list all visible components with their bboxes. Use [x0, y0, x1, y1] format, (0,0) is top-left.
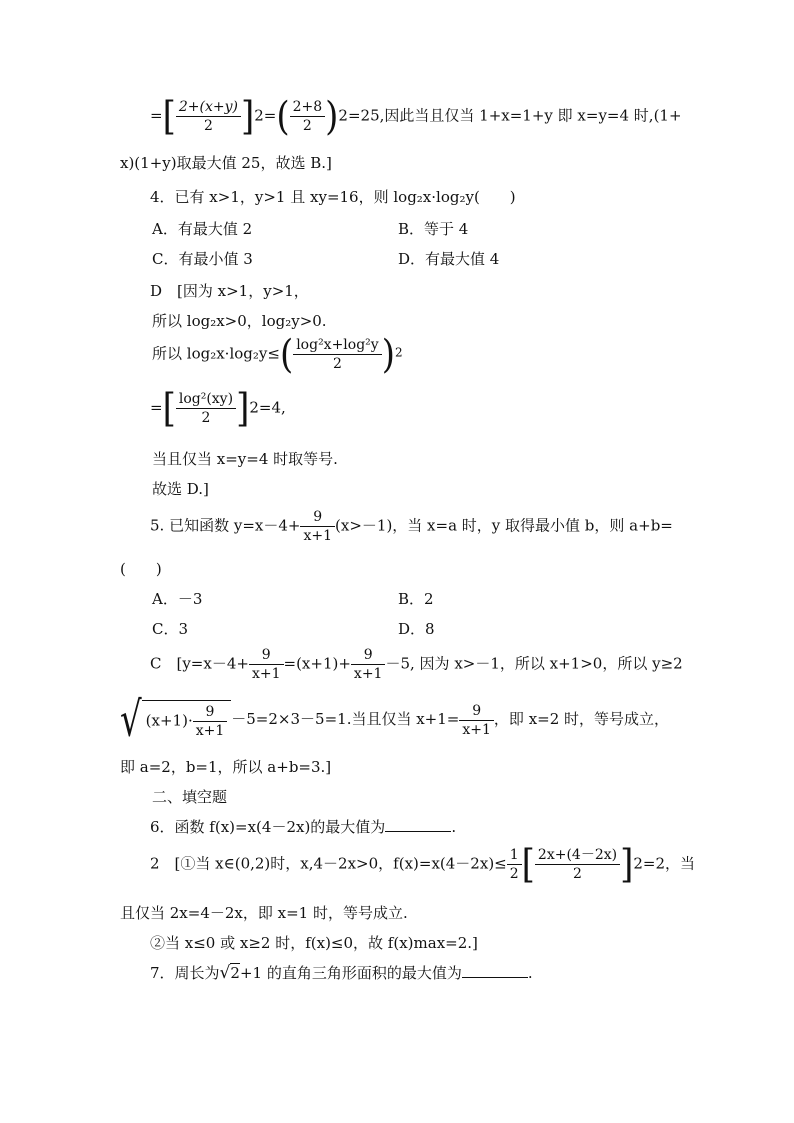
text-segment: =: [150, 398, 163, 417]
sqrt-sign: √: [219, 963, 231, 983]
text-segment: 5. 已知函数 y=x－4+: [150, 516, 301, 535]
sqrt-radicand: 2: [230, 964, 240, 982]
text-segment: 6．函数 f(x)=x(4－2x)的最大值为: [150, 818, 386, 836]
text-segment: (x>－1)，当 x=a 时，y 取得最小值 b，则 a+b=: [335, 516, 673, 535]
fraction: [290, 98, 326, 135]
text-segment: (x+1)·: [145, 711, 193, 730]
fraction-numerator: log²x+log²y: [293, 336, 382, 355]
text-segment: =(x+1)+: [283, 654, 351, 673]
q5-stem: [150, 508, 673, 545]
fraction: [535, 846, 620, 883]
bracket-right: ]: [620, 841, 634, 888]
fraction-numerator: 9: [459, 702, 494, 721]
paren-right: ): [325, 93, 339, 140]
text-segment: .: [451, 818, 457, 836]
text-segment: －5=2×3－5=1.当且仅当 x+1=: [231, 710, 460, 728]
q4-answer-line5: 当且仅当 x=y=4 时取等号.: [152, 450, 338, 468]
text-segment: =: [150, 106, 163, 125]
fraction: [351, 646, 386, 683]
q3-tail-line2: x)(1+y)取最大值 25，故选 B.]: [120, 154, 332, 172]
sqrt-sign: √: [120, 692, 142, 748]
fraction-numerator: 9: [351, 646, 386, 665]
fraction: [293, 336, 382, 373]
bracket-right: ]: [236, 385, 250, 432]
q5-option-d: D．8: [398, 620, 435, 638]
q3-tail-line1: [150, 93, 682, 140]
q5-answer-line2: [120, 692, 670, 748]
text-segment: －5, 因为 x>－1，所以 x+1>0，所以 y≥2: [385, 654, 683, 673]
fraction-numerator: 9: [249, 646, 284, 665]
text-segment: C [y=x－4+: [150, 654, 249, 673]
q5-option-c: C．3: [152, 620, 189, 638]
bracket-left: [: [162, 93, 176, 140]
fraction-denominator: x+1: [195, 723, 225, 739]
fraction: [193, 703, 228, 740]
q5-stem-line2: ( ): [120, 560, 162, 578]
paren-left: (: [279, 331, 294, 378]
q4-option-c: C．有最小值 3: [152, 250, 253, 268]
q4-answer-line4: [150, 385, 286, 432]
text-segment: ，即 x=2 时，等号成立，: [493, 710, 670, 728]
text-segment: .: [527, 964, 533, 982]
q4-answer-line2: 所以 log₂x>0，log₂y>0.: [152, 312, 327, 330]
fraction: [249, 646, 284, 683]
q4-stem: 4．已有 x>1，y>1 且 xy=16，则 log₂x·log₂y( ): [150, 188, 516, 206]
fraction: [459, 702, 494, 739]
q7-stem: [150, 962, 533, 983]
paren-left: (: [276, 93, 290, 140]
q4-option-b: B．等于 4: [398, 220, 469, 238]
bracket-left: [: [162, 385, 176, 432]
fraction-denominator: 2: [201, 410, 211, 426]
fraction: [176, 98, 241, 135]
fraction: [176, 390, 236, 427]
fraction-numerator: 9: [193, 703, 228, 722]
text-segment: 2 [①当 x∈(0,2)时，x,4－2x>0，f(x)=x(4－2x)≤: [150, 854, 507, 873]
q4-answer-line1: D [因为 x>1，y>1，: [150, 282, 309, 300]
fraction-numerator: 1: [507, 846, 522, 865]
text-segment: +1 的直角三角形面积的最大值为: [239, 964, 462, 982]
bracket-left: [: [521, 841, 535, 888]
fraction-denominator: 2: [509, 866, 519, 882]
section-title: 二、填空题: [152, 788, 228, 806]
answer-blank[interactable]: [385, 817, 451, 832]
text-segment: 2=2，当: [633, 854, 696, 873]
text-segment: 所以 log₂x·log₂y≤: [152, 344, 280, 363]
fraction-denominator: 2: [573, 866, 582, 882]
fraction-denominator: x+1: [251, 666, 281, 682]
paren-right: ): [381, 331, 395, 378]
exponent: 2: [394, 345, 403, 360]
fraction-numerator: log²(xy): [176, 390, 236, 409]
text-segment: 2=25,因此当且仅当 1+x=1+y 即 x=y=4 时,(1+: [338, 106, 682, 125]
fraction-denominator: x+1: [462, 721, 491, 738]
q4-option-a: A．有最大值 2: [152, 220, 253, 238]
fraction-denominator: 2: [203, 118, 213, 134]
q5-option-a: A．－3: [152, 590, 203, 608]
q6-answer-line2: 且仅当 2x=4－2x，即 x=1 时，等号成立.: [120, 904, 408, 922]
q4-option-d: D．有最大值 4: [398, 250, 500, 268]
text-segment: 2=4,: [249, 398, 286, 417]
q6-answer-line3: ②当 x≤0 或 x≥2 时，f(x)≤0，故 f(x)max=2.]: [150, 934, 478, 952]
text-segment: 7．周长为: [150, 964, 220, 982]
q6-stem: [150, 816, 456, 837]
fraction-denominator: 2: [302, 118, 312, 134]
fraction-denominator: x+1: [303, 528, 333, 544]
fraction-numerator: 2+(x+y): [176, 98, 241, 117]
q5-answer-line3: 即 a=2，b=1，所以 a+b=3.]: [120, 758, 332, 776]
q4-answer-line6: 故选 D.]: [152, 480, 209, 498]
sqrt-radicand: [142, 700, 232, 740]
fraction-numerator: 2+8: [290, 98, 326, 117]
q6-answer-line1: [150, 841, 696, 888]
q4-answer-line3: [152, 331, 403, 378]
fraction: [300, 508, 335, 545]
fraction: [507, 846, 522, 883]
answer-blank[interactable]: [462, 963, 528, 978]
bracket-right: ]: [240, 93, 255, 140]
q5-option-b: B．2: [398, 590, 434, 608]
q5-answer-line1: [150, 646, 683, 683]
fraction-denominator: 2: [332, 356, 342, 372]
fraction-numerator: 9: [300, 508, 335, 527]
text-segment: 2=: [254, 106, 277, 125]
fraction-denominator: x+1: [353, 666, 383, 682]
fraction-numerator: 2x+(4－2x): [535, 846, 620, 865]
